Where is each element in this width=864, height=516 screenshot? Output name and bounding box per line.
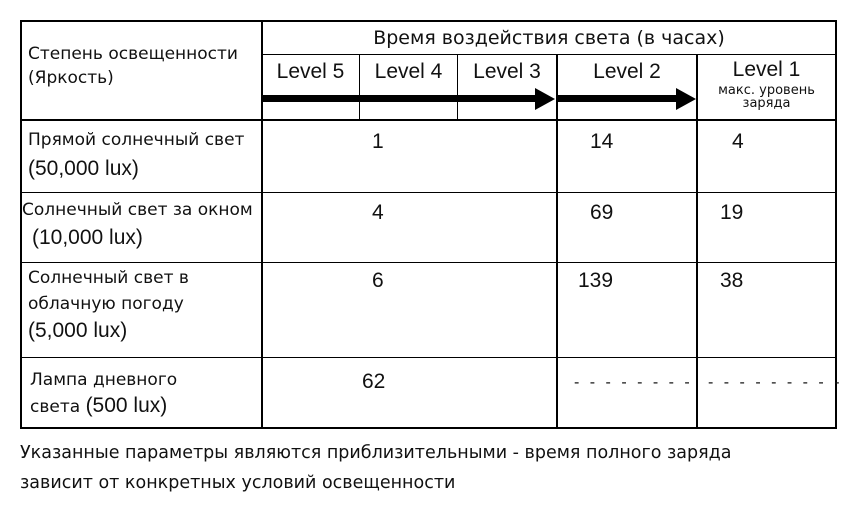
- level-1-note: [698, 84, 835, 110]
- value-level-1: 4: [732, 130, 744, 153]
- value-level-2: 14: [590, 130, 614, 153]
- value-levels-5-3: 62: [362, 370, 386, 393]
- value-level-1: 19: [720, 201, 744, 224]
- row-divider-1: [20, 192, 837, 193]
- value-levels-5-3: 4: [372, 201, 384, 224]
- level-1-note-line2: заряда: [742, 96, 791, 111]
- row-label-text: облачную погоду: [28, 294, 184, 314]
- arrow-head-level-2: [676, 88, 698, 110]
- row-divider-3: [20, 357, 837, 358]
- value-level-1: - - - - - - - - -: [708, 374, 843, 391]
- level-5-header: Level 5: [276, 60, 345, 83]
- value-level-2: 139: [578, 269, 614, 292]
- row-label-text: света: [30, 397, 81, 417]
- row-label-text: Лампа дневного: [30, 370, 178, 390]
- row-label-text: Солнечный свет в: [28, 268, 189, 288]
- time-title: Время воздействия света (в часах): [373, 27, 725, 49]
- value-level-1: 38: [720, 269, 744, 292]
- col-divider-l1: [696, 55, 698, 429]
- footnote-line2: зависит от конкретных условий освещенности: [20, 473, 456, 493]
- row-divider-2: [20, 262, 837, 263]
- value-levels-5-3: 1: [372, 130, 384, 153]
- title-divider: [261, 54, 837, 55]
- header-label-line1: Степень освещенности: [28, 44, 238, 64]
- value-levels-5-3: 6: [372, 269, 384, 292]
- table-border-top: [20, 20, 837, 22]
- footnote: [20, 438, 860, 498]
- row-label-direct-sun: [28, 128, 260, 181]
- row-lux: (500 lux): [85, 394, 168, 417]
- row-label-window-sun: [22, 198, 260, 250]
- arrow-shaft-levels-5-3: [262, 95, 537, 102]
- value-level-2: 69: [590, 201, 614, 224]
- col-divider-l2: [556, 55, 558, 429]
- level-1-header: Level 1: [732, 58, 801, 81]
- row-lux: (50,000 lux): [28, 157, 139, 180]
- row-label-lamp: [30, 368, 260, 420]
- header-label-line2: (Яркость): [28, 68, 114, 88]
- level-2-header: Level 2: [593, 60, 661, 83]
- row-label-cloudy: [28, 266, 260, 343]
- arrow-shaft-level-2: [558, 95, 678, 102]
- row-label-line2: [30, 393, 260, 420]
- header-divider: [20, 119, 837, 121]
- row-lux: (5,000 lux): [28, 319, 128, 342]
- row-lux: (10,000 lux): [32, 226, 143, 249]
- header-label: [28, 42, 260, 90]
- arrow-head-levels-5-3: [535, 88, 557, 110]
- row-label-text: Прямой солнечный свет: [28, 130, 245, 150]
- level-4-header: Level 4: [374, 60, 443, 83]
- level-3-header: Level 3: [473, 60, 541, 83]
- row-label-text: Солнечный свет за окном: [22, 200, 253, 220]
- footnote-line1: Указанные параметры являются приблизительными - время полного заряда: [20, 443, 732, 463]
- table-border-bottom: [20, 427, 837, 429]
- level-1-note-line1: макс. уровень: [718, 83, 815, 98]
- value-level-2: - - - - - - - -: [574, 374, 693, 391]
- table-border-right: [835, 20, 837, 429]
